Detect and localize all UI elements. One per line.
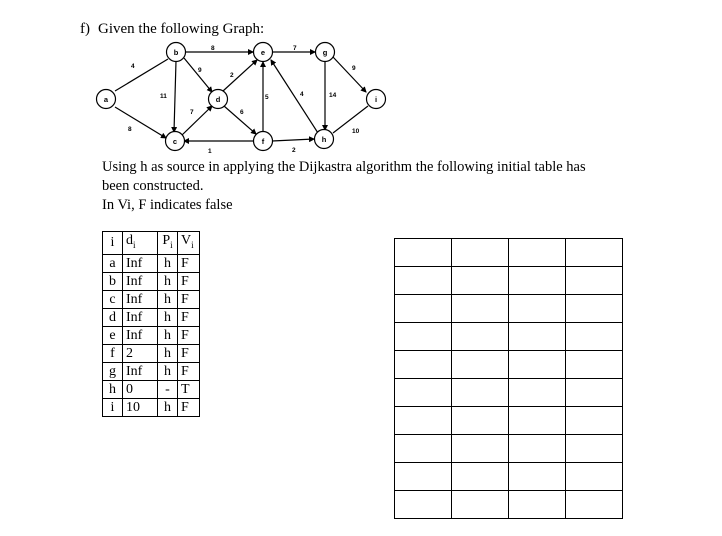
node-label-i: i: [374, 95, 378, 104]
table-row: [395, 351, 623, 379]
edge-b-d: [184, 58, 212, 92]
cell-predecessor: h: [158, 398, 178, 416]
header-cell: i: [103, 232, 123, 255]
node-label-b: b: [173, 48, 179, 57]
node-label-g: g: [322, 48, 328, 57]
header-cell: $V_i$: [178, 232, 200, 255]
intro-line-1: Using h as source in applying the Dijkastra algorithm the following initial table has: [102, 159, 586, 175]
blank-cell: [452, 379, 509, 407]
cell-node: b: [103, 272, 123, 290]
blank-cell: [509, 491, 566, 519]
cell-distance: Inf: [123, 290, 158, 308]
cell-node: d: [103, 308, 123, 326]
edge-a-c: [115, 107, 166, 138]
weight-d-e: 2: [230, 72, 234, 79]
blank-cell: [452, 351, 509, 379]
blank-cell: [509, 407, 566, 435]
node-label-h: h: [321, 135, 327, 144]
cell-visited: F: [178, 254, 200, 272]
node-label-d: d: [215, 95, 221, 104]
note-line: In Vi, F indicates false: [102, 197, 233, 213]
table-row: [103, 380, 200, 398]
blank-cell: [395, 351, 452, 379]
weight-a-c: 8: [128, 126, 132, 133]
blank-cell: [566, 295, 623, 323]
header-cell: $d_i$: [123, 232, 158, 255]
table-row: [103, 344, 200, 362]
table-row: [103, 272, 200, 290]
node-label-a: a: [103, 95, 109, 104]
blank-cell: [566, 379, 623, 407]
table-row: [395, 491, 623, 519]
cell-visited: F: [178, 362, 200, 380]
cell-visited: F: [178, 326, 200, 344]
cell-distance: 10: [123, 398, 158, 416]
blank-cell: [566, 491, 623, 519]
node-label-f: f: [261, 137, 265, 146]
cell-node: g: [103, 362, 123, 380]
problem-label: f): [80, 21, 90, 37]
blank-cell: [566, 435, 623, 463]
table-row: [103, 308, 200, 326]
weight-a-b: 4: [131, 63, 135, 70]
weight-h-e: 4: [300, 91, 304, 98]
cell-visited: T: [178, 380, 200, 398]
cell-distance: 0: [123, 380, 158, 398]
blank-cell: [395, 239, 452, 267]
cell-predecessor: -: [158, 380, 178, 398]
blank-cell: [452, 323, 509, 351]
table-row: [103, 254, 200, 272]
blank-cell: [395, 463, 452, 491]
cell-predecessor: h: [158, 344, 178, 362]
blank-cell: [395, 295, 452, 323]
edge-h-i: [333, 106, 368, 133]
weight-h-i: 10: [352, 128, 360, 135]
cell-predecessor: h: [158, 290, 178, 308]
weight-g-i: 9: [352, 65, 356, 72]
cell-predecessor: h: [158, 308, 178, 326]
blank-cell: [509, 435, 566, 463]
blank-cell: [452, 267, 509, 295]
cell-node: c: [103, 290, 123, 308]
cell-node: f: [103, 344, 123, 362]
cell-distance: Inf: [123, 254, 158, 272]
header-cell: $P_i$: [158, 232, 178, 255]
table-row: [395, 267, 623, 295]
blank-cell: [566, 323, 623, 351]
blank-cell: [566, 463, 623, 491]
cell-predecessor: h: [158, 272, 178, 290]
blank-cell: [509, 463, 566, 491]
table-row: [395, 463, 623, 491]
cell-distance: Inf: [123, 362, 158, 380]
blank-cell: [395, 323, 452, 351]
weight-b-d: 9: [198, 67, 202, 74]
weight-g-h: 14: [329, 92, 337, 99]
blank-cell: [566, 407, 623, 435]
cell-distance: 2: [123, 344, 158, 362]
table-header-row: [103, 232, 200, 255]
edge-c-d: [181, 106, 212, 136]
cell-visited: F: [178, 344, 200, 362]
cell-predecessor: h: [158, 254, 178, 272]
blank-cell: [395, 491, 452, 519]
blank-cell: [452, 435, 509, 463]
node-label-e: e: [260, 48, 266, 57]
blank-answer-grid: [394, 238, 623, 519]
cell-node: h: [103, 380, 123, 398]
blank-cell: [509, 323, 566, 351]
cell-node: a: [103, 254, 123, 272]
edge-g-i: [333, 57, 366, 92]
blank-cell: [395, 435, 452, 463]
cell-node: e: [103, 326, 123, 344]
edge-a-b: [115, 59, 168, 91]
blank-cell: [452, 491, 509, 519]
blank-cell: [452, 295, 509, 323]
blank-cell: [395, 267, 452, 295]
edge-d-e: [223, 60, 257, 91]
blank-cell: [509, 267, 566, 295]
weight-c-d: 7: [190, 109, 194, 116]
weight-d-f: 6: [240, 109, 244, 116]
cell-node: i: [103, 398, 123, 416]
blank-cell: [452, 407, 509, 435]
edge-f-h: [272, 139, 314, 141]
intro-line-2: been constructed.: [102, 178, 204, 194]
cell-distance: Inf: [123, 272, 158, 290]
blank-cell: [452, 239, 509, 267]
blank-cell: [509, 379, 566, 407]
cell-visited: F: [178, 398, 200, 416]
table-row: [395, 239, 623, 267]
problem-title-text: Given the following Graph:: [98, 21, 265, 37]
blank-cell: [566, 267, 623, 295]
cell-distance: Inf: [123, 308, 158, 326]
blank-cell: [509, 239, 566, 267]
cell-visited: F: [178, 272, 200, 290]
table-row: [395, 435, 623, 463]
blank-cell: [395, 379, 452, 407]
graph-diagram: [0, 0, 722, 160]
blank-cell: [509, 351, 566, 379]
cell-visited: F: [178, 290, 200, 308]
table-row: [103, 326, 200, 344]
cell-distance: Inf: [123, 326, 158, 344]
table-row: [103, 398, 200, 416]
dijkstra-initial-table: [102, 231, 200, 417]
table-row: [395, 295, 623, 323]
intro-paragraph: [102, 158, 586, 215]
table-row: [103, 362, 200, 380]
cell-visited: F: [178, 308, 200, 326]
table-row: [395, 407, 623, 435]
blank-cell: [395, 407, 452, 435]
edge-h-e: [271, 60, 318, 133]
weight-f-c: 1: [208, 148, 212, 155]
blank-cell: [566, 351, 623, 379]
weight-f-h: 2: [292, 147, 296, 154]
blank-cell: [452, 463, 509, 491]
cell-predecessor: h: [158, 362, 178, 380]
weight-e-g: 7: [293, 45, 297, 52]
edge-b-c: [174, 61, 176, 132]
node-label-c: c: [172, 137, 178, 146]
table-row: [395, 323, 623, 351]
table-row: [395, 379, 623, 407]
cell-predecessor: h: [158, 326, 178, 344]
blank-cell: [509, 295, 566, 323]
weight-b-e: 8: [211, 45, 215, 52]
blank-cell: [566, 239, 623, 267]
weight-b-c: 11: [160, 93, 167, 100]
weight-f-e: 5: [265, 94, 269, 101]
table-row: [103, 290, 200, 308]
